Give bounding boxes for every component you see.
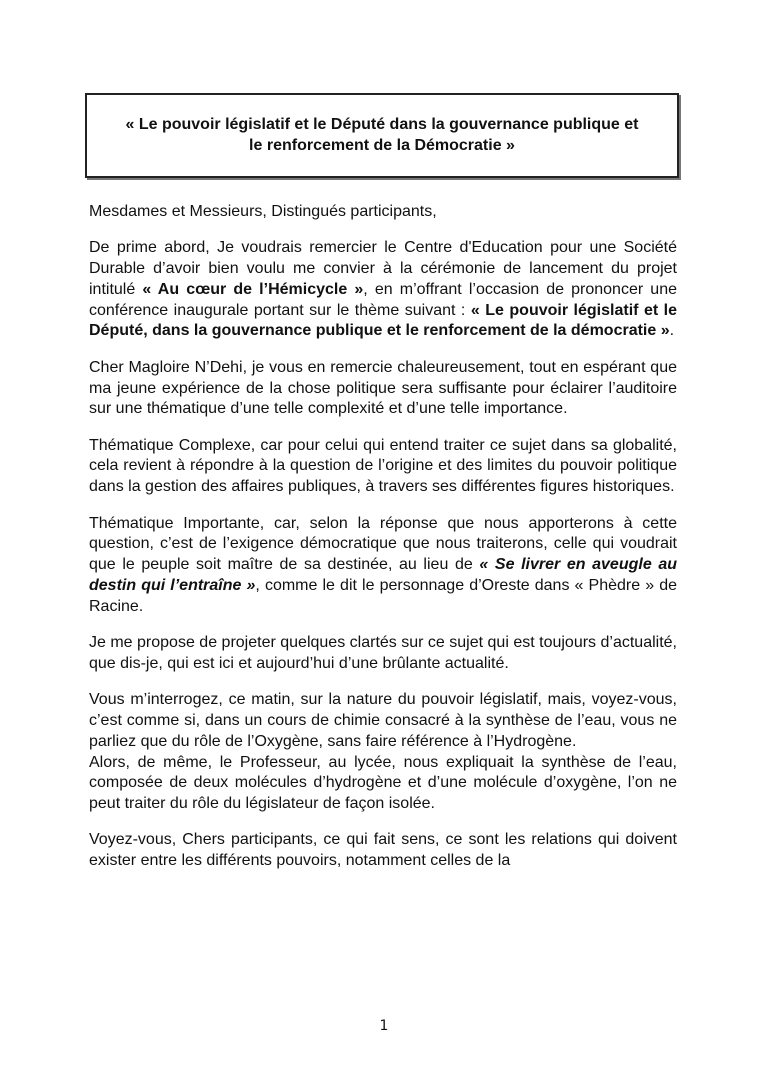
text: De prime abord, Je voudrais remercier le Centre d'Education pour une Société Durable d’avoir bien voulu me convier à la cérémonie de lancement du projet intitulé [89,239,677,298]
paragraph: Je me propose de projeter quelques clartés sur ce sujet qui est toujours d’actualité, que dis-je, qui est ici et aujourd’hui d’une brûlante actualité. [89,634,677,672]
document-title [122,115,643,156]
paragraph: Thématique Complexe, car pour celui qui entend traiter ce sujet dans sa globalité, cela revient à répondre à la question de l’origine et des limites du pouvoir politique dans la gestion des affaires publiques, à travers ses différentes figures historiques. [89,436,677,496]
text: , en m’offrant l’occasion de prononcer une conférence inaugurale portant sur le thème suivant : [89,280,678,319]
title-box [85,93,679,178]
paragraph: Vous m’interrogez, ce matin, sur la nature du pouvoir législatif, mais, voyez-vous, c’est comme si, dans un cours de chimie consacré à la synthèse de l’eau, vous ne parliez que du rôle de l’Oxygène, sans faire référence à l’Hydrogène. [89,691,677,750]
document-body [89,202,677,888]
paragraph [89,514,677,618]
paragraph: Cher Magloire N’Dehi, je vous en remercie chaleureusement, tout en espérant que ma jeune expérience de la chose politique sera suffisante pour éclairer l’auditoire sur une thématique d’une telle complexité et d’une telle importance. [89,358,677,418]
quotation: « Se livrer en aveugle au destin qui l’entraîne » [89,556,678,594]
page-number: 1 [379,1018,389,1034]
text: . [669,322,675,340]
project-title: « Au cœur de l’Hémicycle » [142,280,364,298]
paragraph-intro [89,238,677,342]
paragraph: Voyez-vous, Chers participants, ce qui fait sens, ce sont les relations qui doivent exister entre les différents pouvoirs, notamment celles de la [89,831,677,870]
theme-title: « Le pouvoir législatif et le Député, dans la gouvernance publique et le renforcement de la démocratie » [89,301,678,340]
salutation: Mesdames et Messieurs, Distingués participants, [89,203,437,220]
title-line-1: « Le pouvoir législatif et le Député dans la gouvernance publique et [125,116,639,133]
text: , comme le dit le personnage d’Oreste dans « Phèdre » de Racine. [89,576,677,615]
title-line-2: le renforcement de la Démocratie » [249,136,515,154]
text: Thématique Importante, car, selon la réponse que nous apporterons à cette question, c’est de l’exigence démocratique que nous traiterons, celle qui voudrait que le peuple soit maître de sa destinée, au lieu de [89,514,677,574]
paragraph: Alors, de même, le Professeur, au lycée, nous expliquait la synthèse de l’eau, composée de deux molécules d’hydrogène et d’une molécule d’oxygène, l’on ne peut traiter du rôle du législateur de façon isolée. [89,753,677,813]
